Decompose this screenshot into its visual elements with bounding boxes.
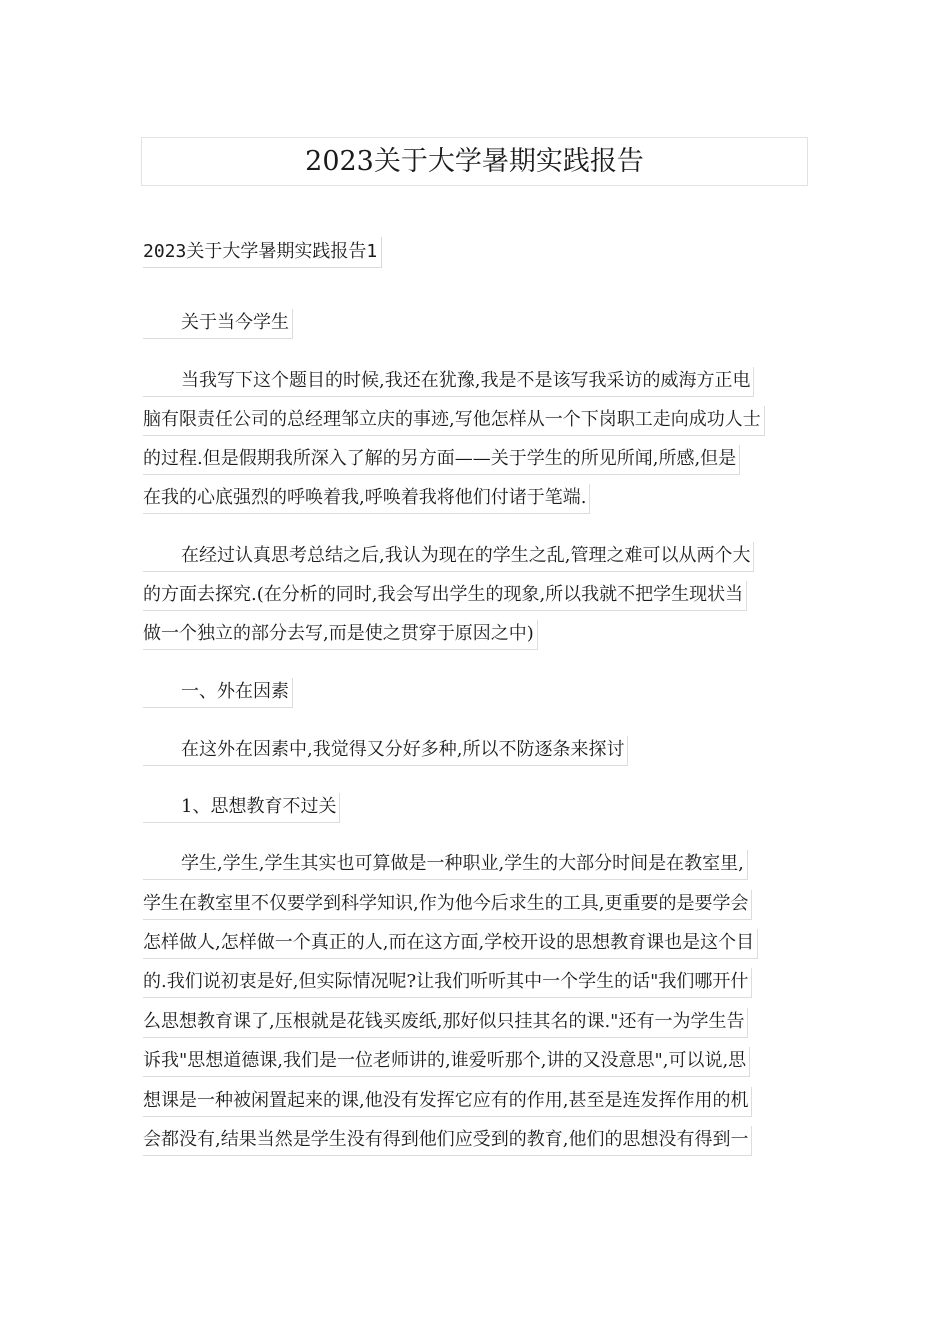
paragraph-line: 在我的心底强烈的呼唤着我,呼唤着我将他们付诸于笔端. — [143, 484, 590, 514]
paragraph-line: 学生,学生,学生其实也可算做是一种职业,学生的大部分时间是在教室里, — [143, 850, 748, 880]
section-heading: 2023关于大学暑期实践报告1 — [143, 237, 382, 268]
document-title: 2023关于大学暑期实践报告 — [141, 137, 808, 186]
paragraph-line: 当我写下这个题目的时候,我还在犹豫,我是不是该写我采访的威海方正电 — [143, 367, 754, 397]
paragraph-line: 会都没有,结果当然是学生没有得到他们应受到的教育,他们的思想没有得到一 — [143, 1126, 752, 1156]
paragraph-line: 关于当今学生 — [143, 309, 293, 339]
paragraph-line: 脑有限责任公司的总经理邹立庆的事迹,写他怎样从一个下岗职工走向成功人士 — [143, 406, 765, 436]
paragraph-line: 在这外在因素中,我觉得又分好多种,所以不防逐条来探讨 — [143, 736, 628, 766]
paragraph-line: 一、外在因素 — [143, 678, 293, 708]
paragraph-line: 做一个独立的部分去写,而是使之贯穿于原因之中) — [143, 620, 538, 650]
paragraph-line: 诉我"思想道德课,我们是一位老师讲的,谁爱听那个,讲的又没意思",可以说,思 — [143, 1047, 750, 1077]
paragraph-line: 想课是一种被闲置起来的课,他没有发挥它应有的作用,甚至是连发挥作用的机 — [143, 1087, 752, 1117]
paragraph-line: 1、思想教育不过关 — [143, 793, 340, 823]
paragraph-line: 在经过认真思考总结之后,我认为现在的学生之乱,管理之难可以从两个大 — [143, 542, 754, 572]
paragraph-line: 怎样做人,怎样做一个真正的人,而在这方面,学校开设的思想教育课也是这个目 — [143, 929, 758, 959]
paragraph-line: 的方面去探究.(在分析的同时,我会写出学生的现象,所以我就不把学生现状当 — [143, 581, 747, 611]
paragraph-line: 么思想教育课了,压根就是花钱买废纸,那好似只挂其名的课."还有一为学生告 — [143, 1008, 748, 1038]
paragraph-line: 学生在教室里不仅要学到科学知识,作为他今后求生的工具,更重要的是要学会 — [143, 890, 752, 920]
paragraph-line: 的.我们说初衷是好,但实际情况呢?让我们听听其中一个学生的话"我们哪开什 — [143, 968, 752, 998]
paragraph-line: 的过程.但是假期我所深入了解的另方面——关于学生的所见所闻,所感,但是 — [143, 445, 740, 475]
